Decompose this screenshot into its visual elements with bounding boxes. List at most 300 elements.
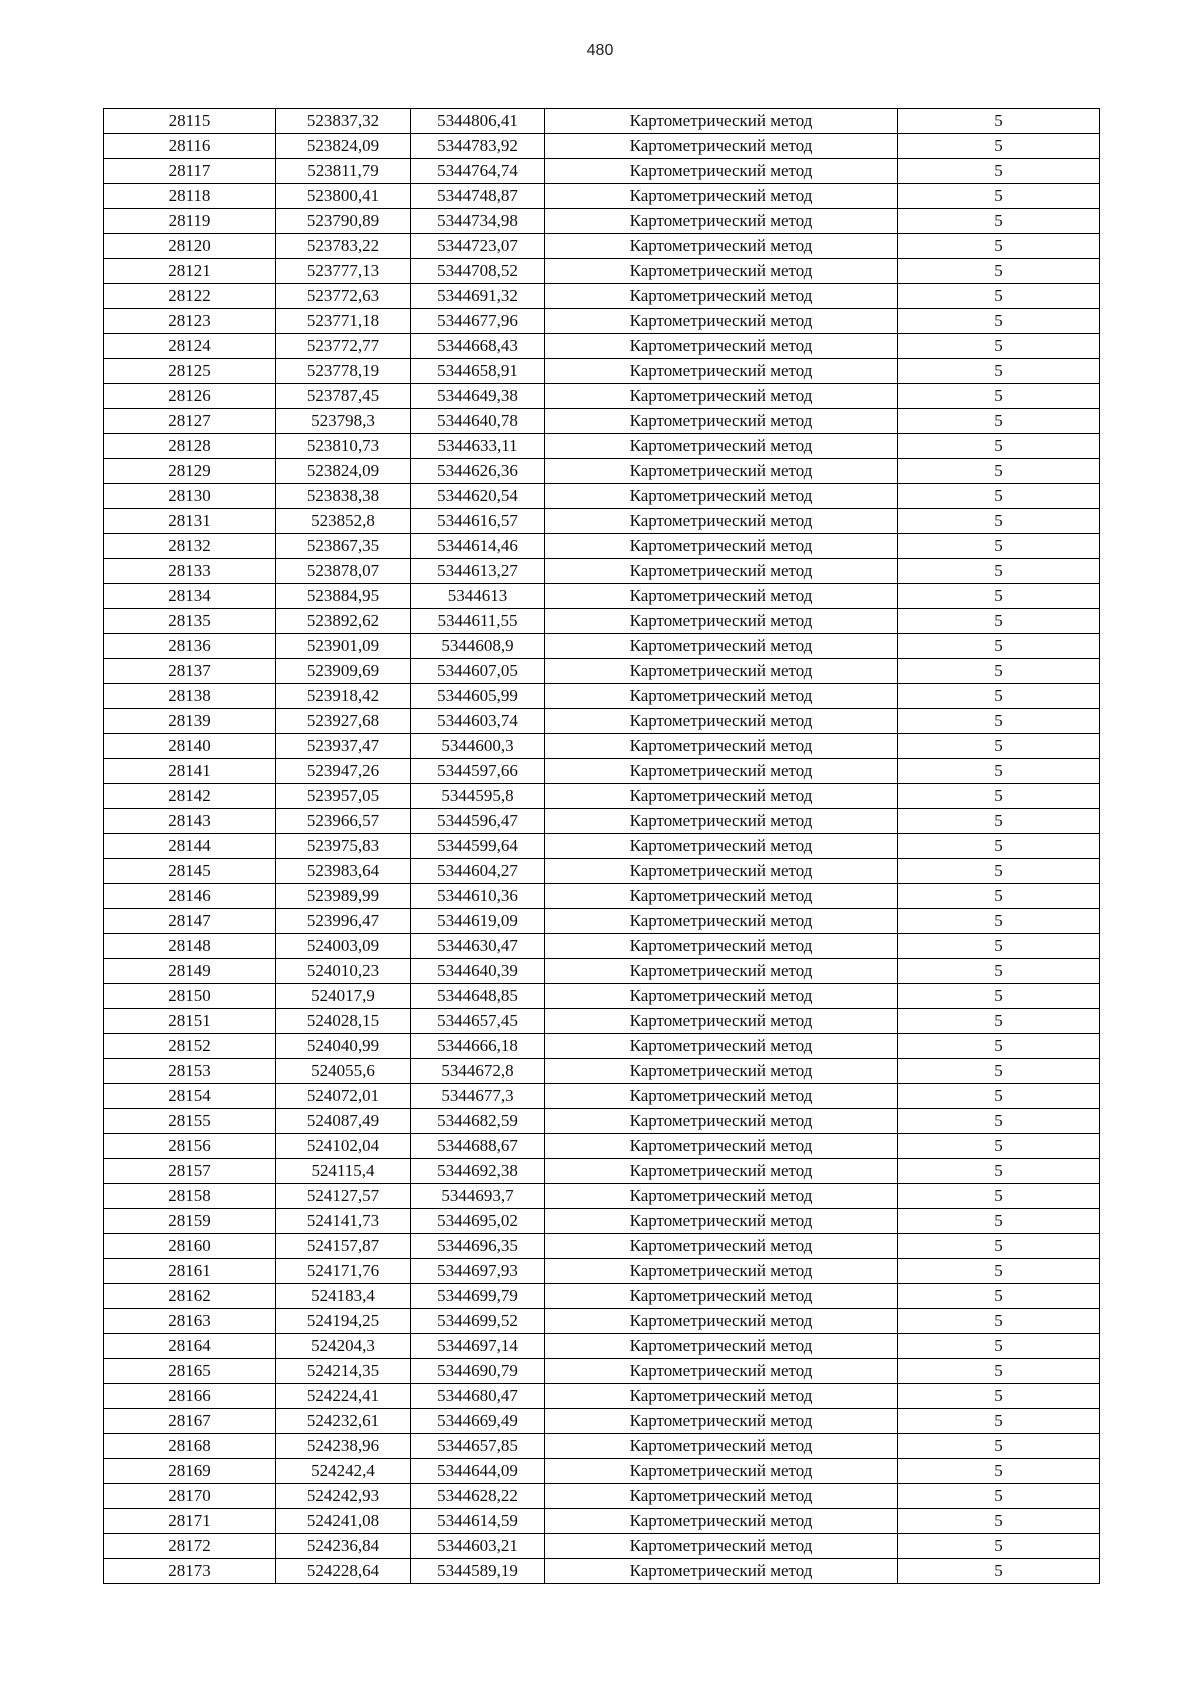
x-coordinate-cell: 524228,64: [276, 1559, 411, 1584]
table-row: [104, 309, 1100, 334]
method-cell: Картометрический метод: [545, 1384, 898, 1409]
accuracy-cell: 5: [898, 659, 1100, 684]
method-cell: Картометрический метод: [545, 1409, 898, 1434]
y-coordinate-cell: 5344630,47: [411, 934, 545, 959]
table-row: [104, 434, 1100, 459]
y-coordinate-cell: 5344649,38: [411, 384, 545, 409]
x-coordinate-cell: 524157,87: [276, 1234, 411, 1259]
method-cell: Картометрический метод: [545, 1284, 898, 1309]
accuracy-cell: 5: [898, 1134, 1100, 1159]
method-cell: Картометрический метод: [545, 1034, 898, 1059]
table-row: [104, 1034, 1100, 1059]
method-cell: Картометрический метод: [545, 1084, 898, 1109]
y-coordinate-cell: 5344596,47: [411, 809, 545, 834]
point-number-cell: 28115: [104, 109, 276, 134]
table-row: [104, 1434, 1100, 1459]
x-coordinate-cell: 524055,6: [276, 1059, 411, 1084]
method-cell: Картометрический метод: [545, 209, 898, 234]
y-coordinate-cell: 5344669,49: [411, 1409, 545, 1434]
y-coordinate-cell: 5344688,67: [411, 1134, 545, 1159]
y-coordinate-cell: 5344699,79: [411, 1284, 545, 1309]
method-cell: Картометрический метод: [545, 759, 898, 784]
accuracy-cell: 5: [898, 859, 1100, 884]
accuracy-cell: 5: [898, 359, 1100, 384]
method-cell: Картометрический метод: [545, 584, 898, 609]
y-coordinate-cell: 5344604,27: [411, 859, 545, 884]
table-row: [104, 1384, 1100, 1409]
x-coordinate-cell: 524241,08: [276, 1509, 411, 1534]
accuracy-cell: 5: [898, 334, 1100, 359]
point-number-cell: 28126: [104, 384, 276, 409]
table-row: [104, 284, 1100, 309]
method-cell: Картометрический метод: [545, 684, 898, 709]
table-row: [104, 1109, 1100, 1134]
y-coordinate-cell: 5344614,59: [411, 1509, 545, 1534]
accuracy-cell: 5: [898, 509, 1100, 534]
point-number-cell: 28152: [104, 1034, 276, 1059]
x-coordinate-cell: 523927,68: [276, 709, 411, 734]
table-row: [104, 1559, 1100, 1584]
method-cell: Картометрический метод: [545, 1309, 898, 1334]
accuracy-cell: 5: [898, 409, 1100, 434]
table-row: [104, 1184, 1100, 1209]
method-cell: Картометрический метод: [545, 1109, 898, 1134]
method-cell: Картометрический метод: [545, 1259, 898, 1284]
accuracy-cell: 5: [898, 1209, 1100, 1234]
y-coordinate-cell: 5344628,22: [411, 1484, 545, 1509]
x-coordinate-cell: 524194,25: [276, 1309, 411, 1334]
point-number-cell: 28120: [104, 234, 276, 259]
x-coordinate-cell: 524115,4: [276, 1159, 411, 1184]
x-coordinate-cell: 523783,22: [276, 234, 411, 259]
accuracy-cell: 5: [898, 609, 1100, 634]
accuracy-cell: 5: [898, 434, 1100, 459]
x-coordinate-cell: 524224,41: [276, 1384, 411, 1409]
point-number-cell: 28127: [104, 409, 276, 434]
method-cell: Картометрический метод: [545, 1184, 898, 1209]
y-coordinate-cell: 5344682,59: [411, 1109, 545, 1134]
x-coordinate-cell: 523852,8: [276, 509, 411, 534]
method-cell: Картометрический метод: [545, 1509, 898, 1534]
accuracy-cell: 5: [898, 134, 1100, 159]
point-number-cell: 28160: [104, 1234, 276, 1259]
point-number-cell: 28169: [104, 1459, 276, 1484]
y-coordinate-cell: 5344708,52: [411, 259, 545, 284]
point-number-cell: 28134: [104, 584, 276, 609]
point-number-cell: 28148: [104, 934, 276, 959]
method-cell: Картометрический метод: [545, 434, 898, 459]
point-number-cell: 28143: [104, 809, 276, 834]
y-coordinate-cell: 5344644,09: [411, 1459, 545, 1484]
point-number-cell: 28153: [104, 1059, 276, 1084]
y-coordinate-cell: 5344668,43: [411, 334, 545, 359]
x-coordinate-cell: 523867,35: [276, 534, 411, 559]
point-number-cell: 28150: [104, 984, 276, 1009]
method-cell: Картометрический метод: [545, 909, 898, 934]
accuracy-cell: 5: [898, 1309, 1100, 1334]
accuracy-cell: 5: [898, 909, 1100, 934]
table-row: [104, 984, 1100, 1009]
x-coordinate-cell: 523787,45: [276, 384, 411, 409]
x-coordinate-cell: 523909,69: [276, 659, 411, 684]
x-coordinate-cell: 524183,4: [276, 1284, 411, 1309]
x-coordinate-cell: 523811,79: [276, 159, 411, 184]
accuracy-cell: 5: [898, 109, 1100, 134]
method-cell: Картометрический метод: [545, 259, 898, 284]
method-cell: Картометрический метод: [545, 359, 898, 384]
y-coordinate-cell: 5344603,21: [411, 1534, 545, 1559]
y-coordinate-cell: 5344595,8: [411, 784, 545, 809]
table-row: [104, 209, 1100, 234]
x-coordinate-cell: 524214,35: [276, 1359, 411, 1384]
y-coordinate-cell: 5344692,38: [411, 1159, 545, 1184]
table-row: [104, 1059, 1100, 1084]
y-coordinate-cell: 5344648,85: [411, 984, 545, 1009]
accuracy-cell: 5: [898, 184, 1100, 209]
point-number-cell: 28144: [104, 834, 276, 859]
accuracy-cell: 5: [898, 1184, 1100, 1209]
y-coordinate-cell: 5344690,79: [411, 1359, 545, 1384]
table-row: [104, 1509, 1100, 1534]
point-number-cell: 28116: [104, 134, 276, 159]
accuracy-cell: 5: [898, 284, 1100, 309]
method-cell: Картометрический метод: [545, 1434, 898, 1459]
accuracy-cell: 5: [898, 309, 1100, 334]
point-number-cell: 28173: [104, 1559, 276, 1584]
x-coordinate-cell: 524242,93: [276, 1484, 411, 1509]
x-coordinate-cell: 523892,62: [276, 609, 411, 634]
x-coordinate-cell: 523824,09: [276, 459, 411, 484]
accuracy-cell: 5: [898, 209, 1100, 234]
x-coordinate-cell: 524010,23: [276, 959, 411, 984]
table-row: [104, 384, 1100, 409]
method-cell: Картометрический метод: [545, 1209, 898, 1234]
x-coordinate-cell: 523957,05: [276, 784, 411, 809]
table-row: [104, 509, 1100, 534]
y-coordinate-cell: 5344626,36: [411, 459, 545, 484]
table-row: [104, 784, 1100, 809]
method-cell: Картометрический метод: [545, 734, 898, 759]
point-number-cell: 28155: [104, 1109, 276, 1134]
y-coordinate-cell: 5344640,78: [411, 409, 545, 434]
accuracy-cell: 5: [898, 384, 1100, 409]
accuracy-cell: 5: [898, 884, 1100, 909]
table-row: [104, 1009, 1100, 1034]
y-coordinate-cell: 5344616,57: [411, 509, 545, 534]
accuracy-cell: 5: [898, 1284, 1100, 1309]
method-cell: Картометрический метод: [545, 334, 898, 359]
method-cell: Картометрический метод: [545, 384, 898, 409]
x-coordinate-cell: 523989,99: [276, 884, 411, 909]
method-cell: Картометрический метод: [545, 959, 898, 984]
y-coordinate-cell: 5344599,64: [411, 834, 545, 859]
accuracy-cell: 5: [898, 1434, 1100, 1459]
y-coordinate-cell: 5344696,35: [411, 1234, 545, 1259]
y-coordinate-cell: 5344658,91: [411, 359, 545, 384]
x-coordinate-cell: 523884,95: [276, 584, 411, 609]
y-coordinate-cell: 5344697,14: [411, 1334, 545, 1359]
y-coordinate-cell: 5344607,05: [411, 659, 545, 684]
page-number: 480: [586, 42, 614, 59]
accuracy-cell: 5: [898, 934, 1100, 959]
x-coordinate-cell: 523975,83: [276, 834, 411, 859]
accuracy-cell: 5: [898, 1559, 1100, 1584]
table-row: [104, 1334, 1100, 1359]
point-number-cell: 28119: [104, 209, 276, 234]
x-coordinate-cell: 524102,04: [276, 1134, 411, 1159]
table-row: [104, 1359, 1100, 1384]
point-number-cell: 28167: [104, 1409, 276, 1434]
table-row: [104, 709, 1100, 734]
point-number-cell: 28164: [104, 1334, 276, 1359]
x-coordinate-cell: 524087,49: [276, 1109, 411, 1134]
x-coordinate-cell: 523790,89: [276, 209, 411, 234]
table-row: [104, 1134, 1100, 1159]
point-number-cell: 28133: [104, 559, 276, 584]
point-number-cell: 28123: [104, 309, 276, 334]
y-coordinate-cell: 5344640,39: [411, 959, 545, 984]
accuracy-cell: 5: [898, 1034, 1100, 1059]
y-coordinate-cell: 5344680,47: [411, 1384, 545, 1409]
table-row: [104, 1309, 1100, 1334]
method-cell: Картометрический метод: [545, 834, 898, 859]
y-coordinate-cell: 5344677,96: [411, 309, 545, 334]
point-number-cell: 28149: [104, 959, 276, 984]
table-row: [104, 1409, 1100, 1434]
y-coordinate-cell: 5344657,45: [411, 1009, 545, 1034]
point-number-cell: 28124: [104, 334, 276, 359]
table-row: [104, 1259, 1100, 1284]
point-number-cell: 28172: [104, 1534, 276, 1559]
point-number-cell: 28168: [104, 1434, 276, 1459]
method-cell: Картометрический метод: [545, 109, 898, 134]
accuracy-cell: 5: [898, 1409, 1100, 1434]
method-cell: Картометрический метод: [545, 1484, 898, 1509]
method-cell: Картометрический метод: [545, 159, 898, 184]
method-cell: Картометрический метод: [545, 884, 898, 909]
y-coordinate-cell: 5344633,11: [411, 434, 545, 459]
method-cell: Картометрический метод: [545, 184, 898, 209]
point-number-cell: 28147: [104, 909, 276, 934]
table-row: [104, 684, 1100, 709]
y-coordinate-cell: 5344697,93: [411, 1259, 545, 1284]
y-coordinate-cell: 5344657,85: [411, 1434, 545, 1459]
accuracy-cell: 5: [898, 484, 1100, 509]
table-row: [104, 534, 1100, 559]
y-coordinate-cell: 5344783,92: [411, 134, 545, 159]
y-coordinate-cell: 5344695,02: [411, 1209, 545, 1234]
x-coordinate-cell: 524127,57: [276, 1184, 411, 1209]
y-coordinate-cell: 5344619,09: [411, 909, 545, 934]
point-number-cell: 28122: [104, 284, 276, 309]
table-row: [104, 634, 1100, 659]
method-cell: Картометрический метод: [545, 784, 898, 809]
method-cell: Картометрический метод: [545, 659, 898, 684]
table-row: [104, 1484, 1100, 1509]
table-row: [104, 334, 1100, 359]
accuracy-cell: 5: [898, 584, 1100, 609]
x-coordinate-cell: 523878,07: [276, 559, 411, 584]
table-row: [104, 884, 1100, 909]
point-number-cell: 28135: [104, 609, 276, 634]
y-coordinate-cell: 5344666,18: [411, 1034, 545, 1059]
point-number-cell: 28139: [104, 709, 276, 734]
x-coordinate-cell: 524040,99: [276, 1034, 411, 1059]
accuracy-cell: 5: [898, 1084, 1100, 1109]
table-row: [104, 1234, 1100, 1259]
table-row: [104, 1534, 1100, 1559]
x-coordinate-cell: 523838,38: [276, 484, 411, 509]
point-number-cell: 28118: [104, 184, 276, 209]
accuracy-cell: 5: [898, 759, 1100, 784]
y-coordinate-cell: 5344614,46: [411, 534, 545, 559]
point-number-cell: 28154: [104, 1084, 276, 1109]
table-row: [104, 109, 1100, 134]
y-coordinate-cell: 5344764,74: [411, 159, 545, 184]
point-number-cell: 28136: [104, 634, 276, 659]
coordinates-table-body: [104, 109, 1100, 1584]
x-coordinate-cell: 523983,64: [276, 859, 411, 884]
point-number-cell: 28163: [104, 1309, 276, 1334]
y-coordinate-cell: 5344603,74: [411, 709, 545, 734]
y-coordinate-cell: 5344620,54: [411, 484, 545, 509]
point-number-cell: 28156: [104, 1134, 276, 1159]
table-row: [104, 1459, 1100, 1484]
x-coordinate-cell: 523824,09: [276, 134, 411, 159]
table-row: [104, 559, 1100, 584]
point-number-cell: 28121: [104, 259, 276, 284]
table-row: [104, 834, 1100, 859]
point-number-cell: 28161: [104, 1259, 276, 1284]
x-coordinate-cell: 523918,42: [276, 684, 411, 709]
accuracy-cell: 5: [898, 734, 1100, 759]
point-number-cell: 28128: [104, 434, 276, 459]
table-row: [104, 959, 1100, 984]
table-row: [104, 409, 1100, 434]
y-coordinate-cell: 5344677,3: [411, 1084, 545, 1109]
table-row: [104, 859, 1100, 884]
x-coordinate-cell: 524141,73: [276, 1209, 411, 1234]
accuracy-cell: 5: [898, 1534, 1100, 1559]
point-number-cell: 28131: [104, 509, 276, 534]
x-coordinate-cell: 524028,15: [276, 1009, 411, 1034]
method-cell: Картометрический метод: [545, 1359, 898, 1384]
point-number-cell: 28159: [104, 1209, 276, 1234]
method-cell: Картометрический метод: [545, 1009, 898, 1034]
table-row: [104, 734, 1100, 759]
point-number-cell: 28170: [104, 1484, 276, 1509]
table-row: [104, 159, 1100, 184]
method-cell: Картометрический метод: [545, 1134, 898, 1159]
x-coordinate-cell: 523771,18: [276, 309, 411, 334]
y-coordinate-cell: 5344613,27: [411, 559, 545, 584]
accuracy-cell: 5: [898, 1334, 1100, 1359]
method-cell: Картометрический метод: [545, 534, 898, 559]
point-number-cell: 28166: [104, 1384, 276, 1409]
x-coordinate-cell: 523937,47: [276, 734, 411, 759]
accuracy-cell: 5: [898, 559, 1100, 584]
table-row: [104, 1159, 1100, 1184]
y-coordinate-cell: 5344723,07: [411, 234, 545, 259]
y-coordinate-cell: 5344608,9: [411, 634, 545, 659]
x-coordinate-cell: 524232,61: [276, 1409, 411, 1434]
method-cell: Картометрический метод: [545, 809, 898, 834]
accuracy-cell: 5: [898, 959, 1100, 984]
x-coordinate-cell: 524171,76: [276, 1259, 411, 1284]
table-row: [104, 809, 1100, 834]
x-coordinate-cell: 523772,63: [276, 284, 411, 309]
accuracy-cell: 5: [898, 1459, 1100, 1484]
point-number-cell: 28137: [104, 659, 276, 684]
accuracy-cell: 5: [898, 1359, 1100, 1384]
method-cell: Картометрический метод: [545, 1334, 898, 1359]
method-cell: Картометрический метод: [545, 1059, 898, 1084]
point-number-cell: 28162: [104, 1284, 276, 1309]
point-number-cell: 28158: [104, 1184, 276, 1209]
table-row: [104, 184, 1100, 209]
accuracy-cell: 5: [898, 459, 1100, 484]
x-coordinate-cell: 523837,32: [276, 109, 411, 134]
y-coordinate-cell: 5344610,36: [411, 884, 545, 909]
table-row: [104, 259, 1100, 284]
table-row: [104, 1284, 1100, 1309]
y-coordinate-cell: 5344600,3: [411, 734, 545, 759]
accuracy-cell: 5: [898, 1159, 1100, 1184]
x-coordinate-cell: 523810,73: [276, 434, 411, 459]
point-number-cell: 28142: [104, 784, 276, 809]
point-number-cell: 28171: [104, 1509, 276, 1534]
point-number-cell: 28132: [104, 534, 276, 559]
x-coordinate-cell: 523947,26: [276, 759, 411, 784]
y-coordinate-cell: 5344597,66: [411, 759, 545, 784]
y-coordinate-cell: 5344734,98: [411, 209, 545, 234]
accuracy-cell: 5: [898, 1009, 1100, 1034]
point-number-cell: 28138: [104, 684, 276, 709]
x-coordinate-cell: 524017,9: [276, 984, 411, 1009]
table-row: [104, 359, 1100, 384]
x-coordinate-cell: 524003,09: [276, 934, 411, 959]
point-number-cell: 28146: [104, 884, 276, 909]
method-cell: Картометрический метод: [545, 409, 898, 434]
x-coordinate-cell: 523901,09: [276, 634, 411, 659]
y-coordinate-cell: 5344613: [411, 584, 545, 609]
method-cell: Картометрический метод: [545, 634, 898, 659]
accuracy-cell: 5: [898, 259, 1100, 284]
table-row: [104, 934, 1100, 959]
method-cell: Картометрический метод: [545, 709, 898, 734]
table-row: [104, 459, 1100, 484]
method-cell: Картометрический метод: [545, 1159, 898, 1184]
accuracy-cell: 5: [898, 1109, 1100, 1134]
point-number-cell: 28141: [104, 759, 276, 784]
table-row: [104, 134, 1100, 159]
y-coordinate-cell: 5344806,41: [411, 109, 545, 134]
accuracy-cell: 5: [898, 809, 1100, 834]
table-row: [104, 484, 1100, 509]
table-row: [104, 909, 1100, 934]
x-coordinate-cell: 524072,01: [276, 1084, 411, 1109]
x-coordinate-cell: 524236,84: [276, 1534, 411, 1559]
point-number-cell: 28151: [104, 1009, 276, 1034]
x-coordinate-cell: 523777,13: [276, 259, 411, 284]
y-coordinate-cell: 5344693,7: [411, 1184, 545, 1209]
x-coordinate-cell: 524238,96: [276, 1434, 411, 1459]
method-cell: Картометрический метод: [545, 234, 898, 259]
y-coordinate-cell: 5344589,19: [411, 1559, 545, 1584]
accuracy-cell: 5: [898, 159, 1100, 184]
method-cell: Картометрический метод: [545, 484, 898, 509]
x-coordinate-cell: 523800,41: [276, 184, 411, 209]
